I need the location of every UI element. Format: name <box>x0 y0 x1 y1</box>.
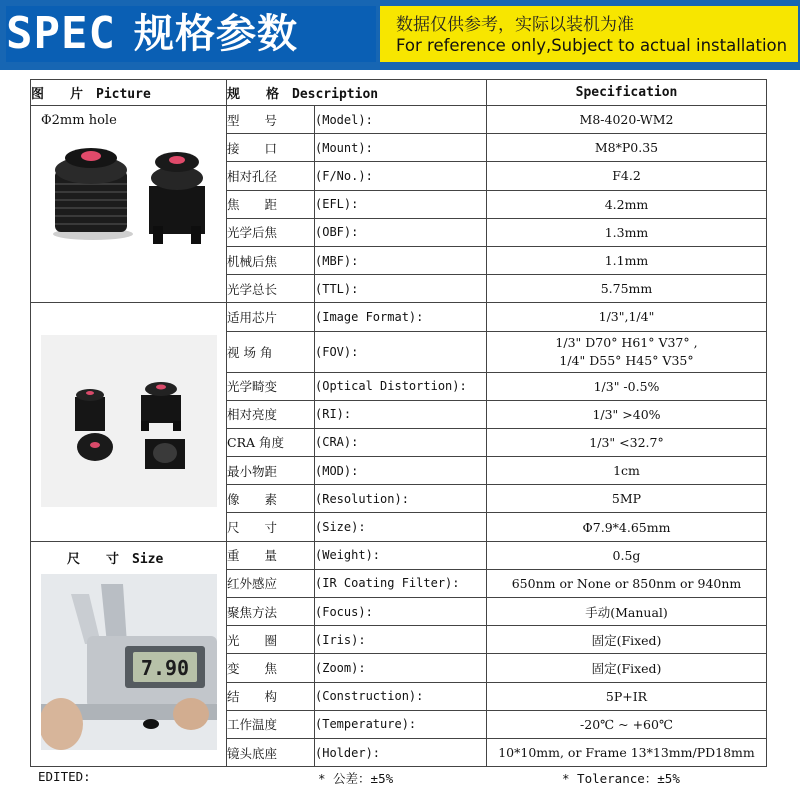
footer-tolerance-en: * Tolerance：±5% <box>562 771 680 786</box>
param-name: 重 量 <box>227 541 315 569</box>
header-note <box>380 6 798 62</box>
param-value: 10*10mm, or Frame 13*13mm/PD18mm <box>487 738 767 766</box>
param-desc: (IR Coating Filter): <box>315 569 487 597</box>
param-value: F4.2 <box>487 162 767 190</box>
param-name: 红外感应 <box>227 569 315 597</box>
param-desc: (EFL): <box>315 190 487 218</box>
param-name: 尺 寸 <box>227 513 315 541</box>
param-value: 1/3",1/4" <box>487 303 767 331</box>
param-name: 光学后焦 <box>227 218 315 246</box>
param-desc: (MBF): <box>315 246 487 274</box>
param-desc: (Model): <box>315 106 487 134</box>
param-desc: (Resolution): <box>315 485 487 513</box>
param-desc: (Iris): <box>315 626 487 654</box>
param-desc: (Weight): <box>315 541 487 569</box>
footer-tolerance-cn: * 公差：±5% <box>318 771 394 786</box>
size-label: 尺 寸 Size <box>67 551 164 567</box>
header-description: 规 格 Description <box>227 80 487 106</box>
param-name: 适用芯片 <box>227 303 315 331</box>
param-value: 4.2mm <box>487 190 767 218</box>
param-value: 1/3" -0.5% <box>487 372 767 400</box>
param-value: 1/3" <32.7° <box>487 428 767 456</box>
param-value: 5.75mm <box>487 275 767 303</box>
param-value: M8-4020-WM2 <box>487 106 767 134</box>
param-desc: (Image Format): <box>315 303 487 331</box>
param-desc: (Temperature): <box>315 710 487 738</box>
param-name: 相对孔径 <box>227 162 315 190</box>
table-row <box>31 303 767 331</box>
param-name: 最小物距 <box>227 457 315 485</box>
param-value: 1.1mm <box>487 246 767 274</box>
hole-label: Φ2mm hole <box>41 113 117 128</box>
param-value: -20℃ ~ +60℃ <box>487 710 767 738</box>
param-desc: (FOV): <box>315 331 487 372</box>
param-name: 像 素 <box>227 485 315 513</box>
table-header-row <box>31 80 767 106</box>
param-desc: (Optical Distortion): <box>315 372 487 400</box>
param-value: 1/3" >40% <box>487 400 767 428</box>
picture-cell-size <box>31 541 227 767</box>
param-desc: (Holder): <box>315 738 487 766</box>
param-desc: (F/No.): <box>315 162 487 190</box>
param-name: 型 号 <box>227 106 315 134</box>
param-name: 变 焦 <box>227 654 315 682</box>
picture-cell-lens <box>31 106 227 303</box>
lens-photo <box>45 136 213 246</box>
param-value: 650nm or None or 850nm or 940nm <box>487 569 767 597</box>
note-cn: 数据仅供参考，实际以装机为准 <box>396 15 634 35</box>
header-picture: 图 片 Picture <box>31 80 227 106</box>
header-specification: Specification <box>487 80 767 106</box>
param-desc: (Size): <box>315 513 487 541</box>
param-desc: (OBF): <box>315 218 487 246</box>
param-name: 光 圈 <box>227 626 315 654</box>
param-desc: (Focus): <box>315 598 487 626</box>
param-name: 结 构 <box>227 682 315 710</box>
param-desc: (Zoom): <box>315 654 487 682</box>
param-value: 1cm <box>487 457 767 485</box>
param-value <box>487 331 767 372</box>
param-name: 焦 距 <box>227 190 315 218</box>
header-divider <box>0 66 800 70</box>
param-name: 接 口 <box>227 134 315 162</box>
caliper-photo <box>41 574 217 750</box>
picture-cell-lenses <box>31 303 227 541</box>
param-desc: (Mount): <box>315 134 487 162</box>
param-desc: (MOD): <box>315 457 487 485</box>
param-value: M8*P0.35 <box>487 134 767 162</box>
param-desc: (TTL): <box>315 275 487 303</box>
table-row <box>31 541 767 569</box>
param-value: 5P+IR <box>487 682 767 710</box>
param-name: 镜头底座 <box>227 738 315 766</box>
title-en: SPEC <box>6 8 116 59</box>
param-name: 机械后焦 <box>227 246 315 274</box>
param-value: 0.5g <box>487 541 767 569</box>
param-desc: (RI): <box>315 400 487 428</box>
param-name: 光学总长 <box>227 275 315 303</box>
param-name: 相对亮度 <box>227 400 315 428</box>
param-desc: (CRA): <box>315 428 487 456</box>
table-row <box>31 106 767 134</box>
header-title <box>6 6 376 62</box>
param-value: 手动(Manual) <box>487 598 767 626</box>
param-value: 5MP <box>487 485 767 513</box>
param-value-line2: 1/4" D55° H45° V35° <box>559 352 694 368</box>
note-en: For reference only,Subject to actual installation <box>396 36 788 55</box>
footer-edited: EDITED: <box>38 769 91 784</box>
title-cn: 规格参数 <box>133 11 298 57</box>
param-name: 聚焦方法 <box>227 598 315 626</box>
param-name: 光学畸变 <box>227 372 315 400</box>
param-value: 1.3mm <box>487 218 767 246</box>
param-value: Φ7.9*4.65mm <box>487 513 767 541</box>
param-name: CRA 角度 <box>227 428 315 456</box>
lenses-photo <box>41 335 217 507</box>
param-name: 视 场 角 <box>227 331 315 372</box>
param-value: 固定(Fixed) <box>487 654 767 682</box>
spec-table <box>30 79 767 767</box>
caliper-reading: 7.90 <box>140 655 190 680</box>
param-value-line1: 1/3" D70° H61° V37° , <box>555 334 698 350</box>
param-value: 固定(Fixed) <box>487 626 767 654</box>
param-desc: (Construction): <box>315 682 487 710</box>
param-name: 工作温度 <box>227 710 315 738</box>
